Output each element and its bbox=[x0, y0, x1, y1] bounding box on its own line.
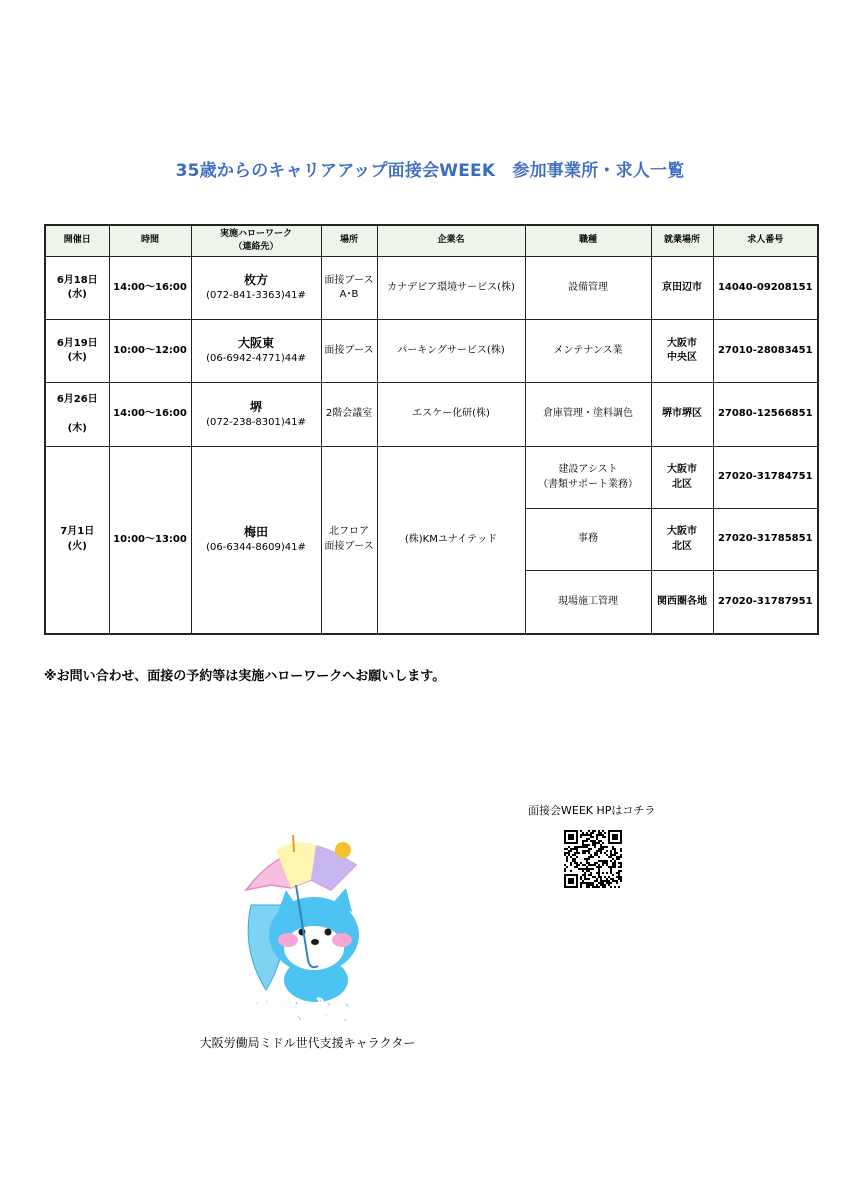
place-cell: 面接ブース bbox=[321, 320, 377, 383]
date-cell: 6月18日 (水) bbox=[45, 257, 109, 320]
job-number-cell: 14040-09208151 bbox=[713, 257, 818, 320]
header-job: 職種 bbox=[525, 225, 651, 257]
date-cell: 6月26日 (木) bbox=[45, 383, 109, 447]
time-cell: 14:00～16:00 bbox=[109, 383, 191, 447]
job-number-cell: 27020-31784751 bbox=[713, 447, 818, 509]
table-row bbox=[45, 383, 818, 447]
job-cell: 事務 bbox=[525, 509, 651, 571]
contact-note: ※お問い合わせ、面接の予約等は実施ハローワークへお願いします。 bbox=[44, 669, 446, 684]
job-number-cell: 27020-31785851 bbox=[713, 509, 818, 571]
office-cell: 枚方 (072-841-3363)41# bbox=[191, 257, 321, 320]
time-cell: 14:00～16:00 bbox=[109, 257, 191, 320]
company-cell: エスケー化研(株) bbox=[377, 383, 525, 447]
place-cell: 北フロア 面接ブース bbox=[321, 447, 377, 634]
date-cell: 7月1日 (火) bbox=[45, 447, 109, 634]
job-cell: 現場施工管理 bbox=[525, 571, 651, 634]
office-cell: 堺 (072-238-8301)41# bbox=[191, 383, 321, 447]
mascot-caption: 大阪労働局ミドル世代支援キャラクター bbox=[199, 1036, 416, 1050]
job-cell: 設備管理 bbox=[525, 257, 651, 320]
location-cell: 大阪市 中央区 bbox=[651, 320, 713, 383]
header-office: 実施ハローワーク （連絡先） bbox=[191, 225, 321, 257]
job-cell: 建設アシスト （書類サポート業務） bbox=[525, 447, 651, 509]
job-list-table bbox=[44, 224, 819, 635]
table-row bbox=[45, 447, 818, 509]
header-time: 時間 bbox=[109, 225, 191, 257]
table-header-row bbox=[45, 225, 818, 257]
job-number-cell: 27080-12566851 bbox=[713, 383, 818, 447]
job-cell: メンテナンス業 bbox=[525, 320, 651, 383]
office-cell: 梅田 (06-6344-8609)41# bbox=[191, 447, 321, 634]
page-title: 35歳からのキャリアアップ面接会WEEK 参加事業所・求人一覧 bbox=[175, 161, 685, 181]
mascot-logo: リスタン bbox=[246, 995, 366, 1030]
header-place: 場所 bbox=[321, 225, 377, 257]
location-cell: 大阪市 北区 bbox=[651, 509, 713, 571]
company-cell: パーキングサービス(株) bbox=[377, 320, 525, 383]
date-cell: 6月19日 (木) bbox=[45, 320, 109, 383]
company-cell: カナデビア環境サービス(株) bbox=[377, 257, 525, 320]
header-location: 就業場所 bbox=[651, 225, 713, 257]
office-cell: 大阪東 (06-6942-4771)44# bbox=[191, 320, 321, 383]
qr-code[interactable] bbox=[564, 830, 622, 888]
table-row bbox=[45, 320, 818, 383]
location-cell: 大阪市 北区 bbox=[651, 447, 713, 509]
job-number-cell: 27010-28083451 bbox=[713, 320, 818, 383]
location-cell: 関西圏各地 bbox=[651, 571, 713, 634]
header-company: 企業名 bbox=[377, 225, 525, 257]
hp-link-label: 面接会WEEK HPはコチラ bbox=[528, 804, 656, 817]
header-date: 開催日 bbox=[45, 225, 109, 257]
time-cell: 10:00～12:00 bbox=[109, 320, 191, 383]
place-cell: 2階会議室 bbox=[321, 383, 377, 447]
time-cell: 10:00～13:00 bbox=[109, 447, 191, 634]
table-row bbox=[45, 257, 818, 320]
header-job-no: 求人番号 bbox=[713, 225, 818, 257]
company-cell: (株)KMユナイテッド bbox=[377, 447, 525, 634]
location-cell: 京田辺市 bbox=[651, 257, 713, 320]
job-cell: 倉庫管理・塗料調色 bbox=[525, 383, 651, 447]
location-cell: 堺市堺区 bbox=[651, 383, 713, 447]
place-cell: 面接ブース A･B bbox=[321, 257, 377, 320]
mascot-illustration bbox=[236, 830, 376, 1030]
job-number-cell: 27020-31787951 bbox=[713, 571, 818, 634]
